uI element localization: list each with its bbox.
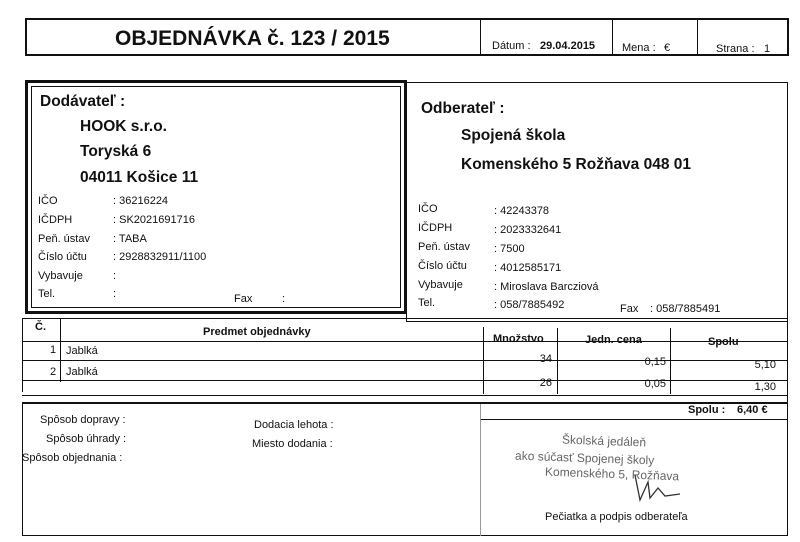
col-header-item: Predmet objednávky	[203, 326, 311, 338]
table-row2-rule	[22, 380, 788, 381]
stamp-line-2: ako súčasť Spojenej školy	[514, 448, 655, 468]
footer-objednania: Spôsob objednania :	[22, 452, 123, 464]
customer-tel-value: : 058/7885492	[494, 299, 565, 311]
header-divider-2	[612, 20, 613, 56]
row1-qty: 34	[539, 353, 552, 365]
strana-label: Strana :	[716, 43, 755, 55]
table-right-border	[787, 318, 788, 404]
footer-doprava: Spôsob dopravy :	[40, 414, 126, 426]
supplier-account-value: : 2928832911/1100	[113, 251, 207, 263]
items-table	[22, 318, 788, 404]
customer-address: Komenského 5 Rožňava 048 01	[461, 156, 692, 173]
supplier-heading: Dodávateľ :	[40, 93, 126, 110]
row1-total: 5,10	[754, 359, 776, 371]
row2-qty: 26	[539, 377, 552, 389]
sum-value: 6,40 €	[737, 404, 768, 416]
customer-heading: Odberateľ :	[421, 100, 505, 117]
row2-no: 2	[50, 366, 57, 378]
supplier-name: HOOK s.r.o.	[80, 118, 167, 135]
supplier-city: 04011 Košice 11	[80, 169, 199, 186]
supplier-bank-label: Peň. ústav	[38, 233, 90, 245]
supplier-tel-value: :	[113, 288, 117, 300]
customer-tel-label: Tel.	[418, 297, 436, 309]
table-bottom-rule	[22, 395, 788, 396]
customer-name: Spojená škola	[461, 127, 566, 144]
strana-value: 1	[764, 43, 771, 55]
supplier-contact-label: Vybavuje	[38, 270, 83, 282]
footer-lehota: Dodacia lehota :	[254, 419, 334, 431]
signature-image	[620, 470, 700, 510]
supplier-ico-label: IČO	[38, 195, 58, 207]
page-title: OBJEDNÁVKA č. 123 / 2015	[115, 27, 390, 50]
customer-contact-label: Vybavuje	[418, 279, 463, 291]
col-header-total: Spolu	[708, 336, 739, 348]
mena-label: Mena :	[622, 42, 656, 54]
sum-label: Spolu :	[688, 404, 726, 416]
customer-ico-value: : 42243378	[494, 205, 550, 217]
table-row1-rule	[22, 360, 788, 361]
supplier-ico-value: : 36216224	[113, 195, 169, 207]
stamp-line-3: Komenského 5, Rožňava	[544, 464, 680, 484]
table-header-rule	[22, 341, 788, 342]
header-divider-1	[480, 20, 481, 56]
supplier-tel-label: Tel.	[38, 288, 56, 300]
row1-no: 1	[50, 344, 57, 356]
col-header-no: Č.	[35, 321, 46, 333]
customer-bank-value: : 7500	[494, 243, 525, 255]
datum-value: 29.04.2015	[540, 40, 596, 52]
signature-label: Pečiatka a podpis odberateľa	[545, 511, 688, 523]
col-header-price: Jedn. cena	[585, 334, 642, 346]
customer-icdph-value: : 2023332641	[494, 224, 562, 236]
supplier-street: Toryská 6	[80, 143, 152, 160]
table-total-divider	[670, 328, 671, 394]
footer-stamp-divider	[480, 404, 481, 536]
row1-price: 0,15	[644, 356, 666, 368]
stamp-line-1: Školská jedáleň	[561, 432, 647, 450]
row2-item: Jablká	[66, 366, 98, 378]
footer-miesto: Miesto dodania :	[252, 438, 333, 450]
customer-account-value: : 4012585171	[494, 262, 562, 274]
supplier-icdph-label: IČDPH	[38, 214, 73, 226]
table-price-divider	[557, 328, 558, 394]
supplier-contact-value: :	[113, 270, 117, 282]
customer-fax-label: Fax	[620, 303, 639, 315]
customer-bank-label: Peň. ústav	[418, 241, 470, 253]
mena-value: €	[664, 42, 671, 54]
row1-item: Jablká	[66, 345, 98, 357]
table-col-c-divider	[60, 319, 61, 382]
supplier-fax-value: :	[282, 293, 286, 305]
col-header-qty: Množstvo	[493, 333, 544, 345]
footer-uhrada: Spôsob úhrady :	[46, 433, 127, 445]
row2-price: 0,05	[644, 378, 666, 390]
row2-total: 1,30	[754, 381, 776, 393]
customer-ico-label: IČO	[418, 203, 438, 215]
customer-fax-value: : 058/7885491	[650, 303, 721, 315]
supplier-fax-label: Fax	[234, 293, 253, 305]
customer-account-label: Číslo účtu	[418, 260, 467, 272]
header-divider-3	[697, 20, 698, 56]
supplier-account-label: Číslo účtu	[38, 251, 87, 263]
customer-icdph-label: IČDPH	[418, 222, 453, 234]
datum-label: Dátum :	[492, 40, 531, 52]
supplier-icdph-value: : SK2021691716	[113, 214, 195, 226]
supplier-bank-value: : TABA	[113, 233, 147, 245]
customer-contact-value: : Miroslava Barcziová	[494, 281, 599, 293]
